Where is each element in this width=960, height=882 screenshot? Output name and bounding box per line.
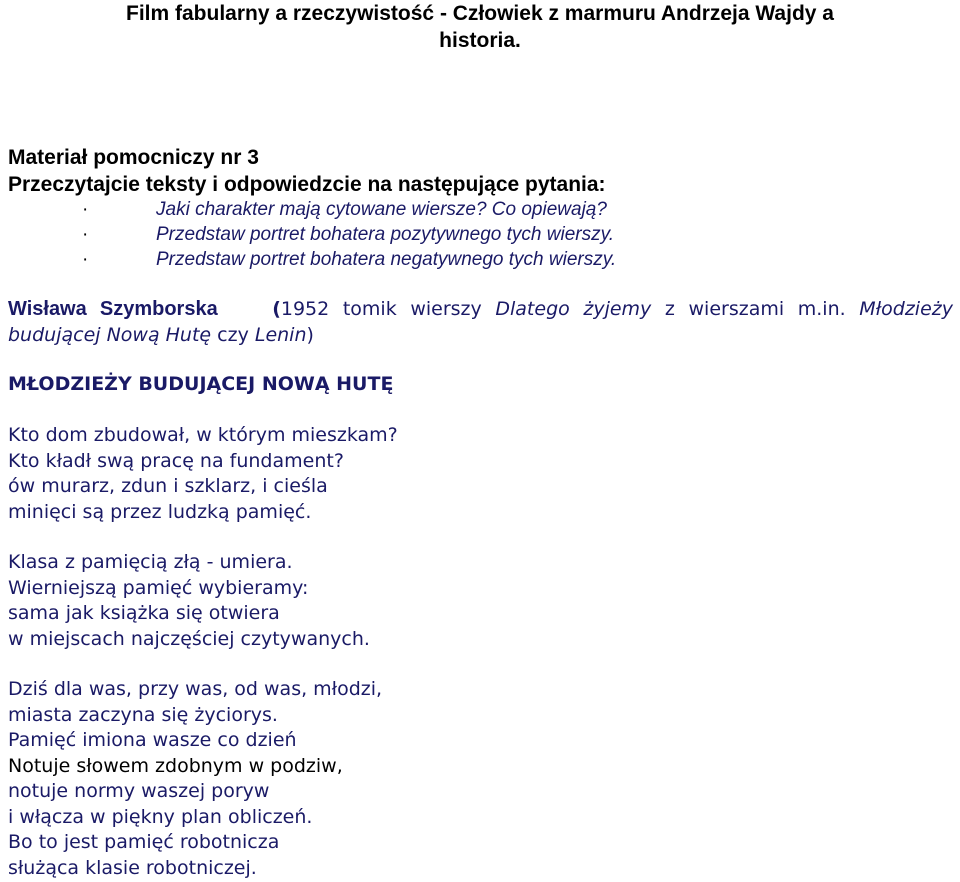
question-text: Przedstaw portret bohatera negatywnego tych wierszy. bbox=[156, 249, 617, 270]
poem-line: Wierniejszą pamięć wybieramy: bbox=[8, 576, 309, 599]
question-text: Przedstaw portret bohatera pozytywnego tych wierszy. bbox=[156, 224, 614, 245]
question-list bbox=[8, 197, 616, 272]
close-paren: ) bbox=[306, 324, 314, 346]
poem-stanza-3 bbox=[8, 677, 382, 881]
list-item bbox=[8, 247, 616, 272]
document-title bbox=[30, 0, 930, 54]
poem-line: Klasa z pamięcią złą - umiera. bbox=[8, 551, 293, 573]
title-line-1: Film fabularny a rzeczywistość - Człowiek z marmuru Andrzeja Wajdy a bbox=[126, 2, 834, 25]
list-item bbox=[8, 197, 616, 222]
poem-reference-2: Lenin bbox=[254, 324, 307, 346]
list-item bbox=[8, 222, 616, 247]
poem-title: MŁODZIEŻY BUDUJĄCEJ NOWĄ HUTĘ bbox=[8, 373, 394, 395]
poem-line: Bo to jest pamięć robotnicza bbox=[8, 831, 280, 853]
poem-line: notuje normy waszej poryw bbox=[8, 780, 270, 802]
author-intro: 1952 tomik wierszy bbox=[280, 298, 496, 320]
author-name: Wisława Szymborska bbox=[8, 298, 218, 320]
poem-line: Kto dom zbudował, w którym mieszkam? bbox=[8, 424, 398, 446]
poem-reference-1: Młodzieży budującej Nową Hutę bbox=[8, 298, 953, 346]
poem-line: sama jak książka się otwiera bbox=[8, 602, 280, 624]
question-text: Jaki charakter mają cytowane wiersze? Co opiewają? bbox=[156, 199, 607, 220]
book-title: Dlatego żyjemy bbox=[495, 298, 652, 320]
assignment-heading bbox=[8, 144, 948, 198]
poem-line: Dziś dla was, przy was, od was, młodzi, bbox=[8, 678, 383, 700]
open-paren: ( bbox=[272, 298, 281, 320]
poem-line: służąca klasie robotniczej. bbox=[8, 856, 257, 879]
bullet-marker: · bbox=[82, 199, 89, 220]
author-info bbox=[8, 296, 953, 348]
author-middle: z wierszami m.in. bbox=[651, 298, 860, 320]
material-heading: Materiał pomocniczy nr 3 bbox=[8, 146, 259, 169]
poem-line: miasta zaczyna się życiorys. bbox=[8, 703, 278, 726]
title-line-2: historia. bbox=[439, 29, 521, 52]
poem-line: Kto kładł swą pracę na fundament? bbox=[8, 449, 344, 472]
poem-line: ów murarz, zdun i szklarz, i cieśla bbox=[8, 475, 328, 497]
poem-stanza-2 bbox=[8, 550, 370, 652]
bullet-marker: · bbox=[82, 249, 89, 270]
poem-line: minięci są przez ludzką pamięć. bbox=[8, 500, 312, 523]
poem-line: w miejscach najczęściej czytywanych. bbox=[8, 627, 370, 650]
bullet-marker: · bbox=[82, 224, 89, 245]
poem-line: i włącza w piękny plan obliczeń. bbox=[8, 805, 313, 828]
poem-line: Pamięć imiona wasze co dzień bbox=[8, 729, 297, 751]
poem-stanza-1 bbox=[8, 423, 398, 525]
author-or: czy bbox=[211, 324, 255, 346]
poem-line: Notuje słowem zdobnym w podziw, bbox=[8, 754, 343, 777]
instruction-text: Przeczytajcie teksty i odpowiedzcie na następujące pytania: bbox=[8, 173, 606, 196]
